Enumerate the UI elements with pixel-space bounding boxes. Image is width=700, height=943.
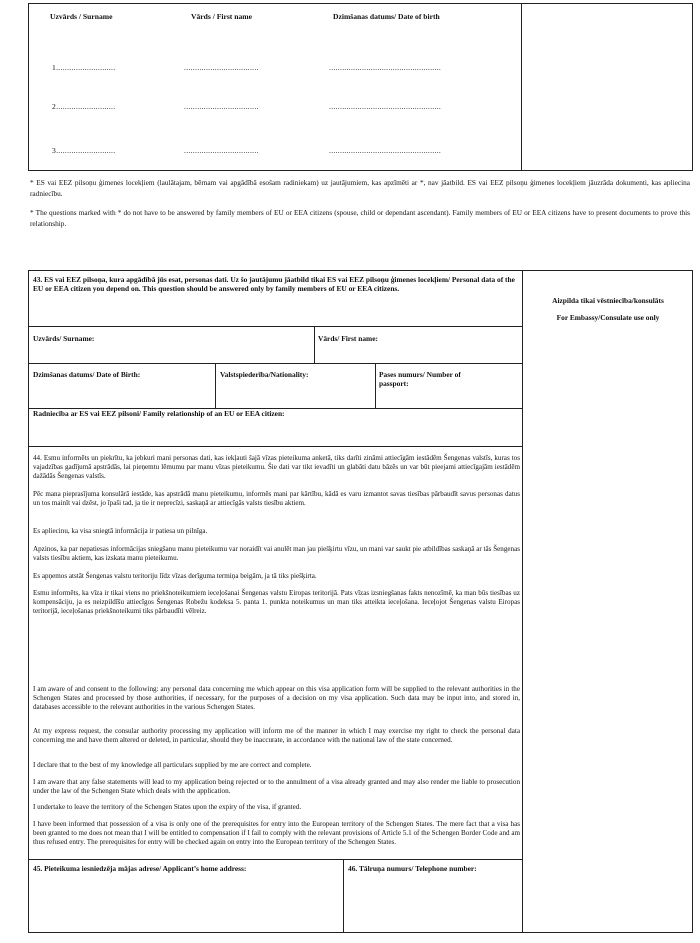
s44-lv-p1: 44. Esmu informēts un piekrītu, ka jebkuri mani personas dati, kas iekļauti šajā vīzas pieteikuma anketā, tiks darīti zināmi attiecīgām iestādēm Šengenas valstīs, kuras tos vajadzības gadījumā apstrādās, lai pieņemtu lēmumu par manu vīzas pieteikumu. Šie dati var tikt ievadīti un glabāti datu bāzēs un var būt pieejami attiecīgajām iestādēm dažādās Šengenas valstīs. — [33, 454, 520, 481]
s44-en-p5: I undertake to leave the territory of the Schengen States upon the expiry of the visa, if granted. — [33, 803, 302, 811]
embassy-use-lv: Aizpilda tikai vēstniecība/konsulāts — [552, 296, 664, 305]
s44-lv-p3: Es apliecinu, ka visa sniegtā informācija ir patiesa un pilnīga. — [33, 527, 208, 535]
telephone-field[interactable]: 46. Tālruņa numurs/ Telephone number: — [348, 864, 477, 873]
s44-en-p6: I have been informed that possession of a visa is only one of the prerequisites for entry into the European territory of the Schengen States. The mere fact that a visa has been granted to me does not mean that I will be entitled to compensation if I fail to comply with the relevant provisions of Article 5.1 of the Schengen Border Code and am thus refused entry. The prerequisites for entry will be checked again on entry into the European territory of the Schengen States. — [33, 820, 520, 847]
s43-line-4 — [28, 446, 522, 447]
note-lv: * ES vai EEZ pilsoņu ģimenes locekļiem (laulātajam, bērnam vai apgādībā esošam radiniekam) uz jautājumiem, kas apzīmēti ar *, nav jāatbild. ES vai EEZ pilsoņu ģimenes locekļiem jāuzrāda dokumenti, kas apliecina radniecību. — [30, 178, 690, 198]
header-surname: Uzvārds / Surname — [50, 12, 113, 21]
family-table-divider — [521, 3, 522, 171]
s44-lv-p6: Esmu informēts, ka vīza ir tikai viens no priekšnoteikumiem ieceļošanai Šengenas valstu Eiropas teritorijā. Pats vīzas izsniegšanas fakts nenozīmē, ka man būs tiesības uz kompensāciju, ja es neizpildīšu attiecīgos Šengenas Robežu kodeksa 5. panta 1. punkta noteikumus un man tiks atteikta ieceļošana. Ieceļojot Šengenas valstu Eiropas teritorijā, ieceļošanas priekšnoteikumi tiks pārbaudīti vēlreiz. — [33, 589, 520, 616]
s44-en-p1: I am aware of and consent to the following: any personal data concerning me which appear on this visa application form will be supplied to the relevant authorities in the Schengen States and processed by those authorities, if necessary, for the purposes of a decision on my visa application. Such data may be input into, and stored in, databases accessible to the relevant authorities in the various Schengen States. — [33, 685, 520, 712]
header-dob: Dzimšanas datums/ Date of birth — [333, 12, 440, 21]
header-first-name: Vārds / First name — [191, 12, 252, 21]
row-2-dob-field[interactable]: ................................................... — [329, 102, 442, 111]
row-3-surname-field[interactable]: 3........................... — [52, 146, 116, 155]
row-2-surname-field[interactable]: 2........................... — [52, 102, 116, 111]
embassy-column-divider — [522, 270, 523, 933]
row-1-dob-field[interactable]: ................................................... — [329, 63, 442, 72]
row-3-first-name-field[interactable]: .................................. — [184, 146, 259, 155]
s44-lv-p2: Pēc mana pieprasījuma konsulārā iestāde, kas apstrādā manu pieteikumu, informēs mani par kārtību, kādā es varu izmantot savas tiesības pārbaudīt savus personas datus un tos mainīt vai dzēst, jo īpaši tad, ja tie ir neprecīzi, saskaņā ar attiecīgās valsts tiesību aktiem. — [33, 490, 520, 508]
s45-top-line — [28, 859, 522, 860]
embassy-use-en: For Embassy/Consulate use only — [556, 313, 660, 322]
s44-lv-p5: Es apņemos atstāt Šengenas valstu teritoriju līdz vīzas derīguma termiņa beigām, ja tā tiks piešķirta. — [33, 572, 317, 580]
row-1-surname-field[interactable]: 1........................... — [52, 63, 116, 72]
row-1-first-name-field[interactable]: .................................. — [184, 63, 259, 72]
s43-vline-1 — [314, 326, 315, 363]
s43-vline-3 — [375, 363, 376, 408]
row-2-first-name-field[interactable]: .................................. — [184, 102, 259, 111]
s43-relationship-field[interactable]: Radniecība ar ES vai EEZ pilsoni/ Family relationship of an EU or EEA citizen: — [33, 409, 285, 418]
s43-first-name-field[interactable]: Vārds/ First name: — [318, 334, 378, 343]
s44-en-p4: I am aware that any false statements will lead to my application being rejected or to the annulment of a visa already granted and may also render me liable to prosecution under the law of the Schengen State which deals with the application. — [33, 778, 520, 796]
s43-nationality-field[interactable]: Valstspiederība/Nationality: — [220, 370, 309, 379]
s43-line-1 — [28, 326, 522, 327]
section-43-title: 43. ES vai EEZ pilsoņa, kura apgādībā jūs esat, personas dati. Uz šo jautājumu jāatbild tikai ES vai EEZ pilsoņu ģimenes locekļiem/ Personal data of the EU or EEA citizen you depend on. This question should be answered only by family members of EU or EEA citizens. — [33, 275, 515, 293]
s44-lv-p4: Apzinos, ka par nepatiesas informācijas sniegšanu manu pieteikumu var noraidīt vai anulēt man jau piešķirtu vīzu, un mani var saukt pie atbildības saskaņā ar tās Šengenas valsts tiesību aktiem, kas izskata manu pieteikumu. — [33, 545, 520, 563]
s43-dob-field[interactable]: Dzimšanas datums/ Date of Birth: — [33, 370, 141, 379]
s44-en-p3: I declare that to the best of my knowledge all particulars supplied by me are correct and complete. — [33, 761, 312, 769]
s43-line-2 — [28, 363, 522, 364]
s43-vline-2 — [215, 363, 216, 408]
s43-passport-field[interactable]: Pases numurs/ Number of passport: — [379, 370, 461, 388]
note-en: * The questions marked with * do not have to be answered by family members of EU or EEA citizens (spouse, child or dependant ascendant). Family members of EU or EEA citizens have to present documents to prove this relationship. — [30, 208, 690, 228]
home-address-field[interactable]: 45. Pieteikuma iesniedzēja mājas adrese/ Applicant’s home address: — [33, 864, 247, 873]
row-3-dob-field[interactable]: ................................................... — [329, 146, 442, 155]
s45-s46-divider — [343, 859, 344, 933]
s43-surname-field[interactable]: Uzvārds/ Surname: — [33, 334, 95, 343]
s44-en-p2: At my express request, the consular authority processing my application will inform me of the manner in which I may exercise my right to check the personal data concerning me and have them altered or deleted, in particular, should they be inaccurate, in accordance with the national law of the state concerned. — [33, 727, 520, 745]
